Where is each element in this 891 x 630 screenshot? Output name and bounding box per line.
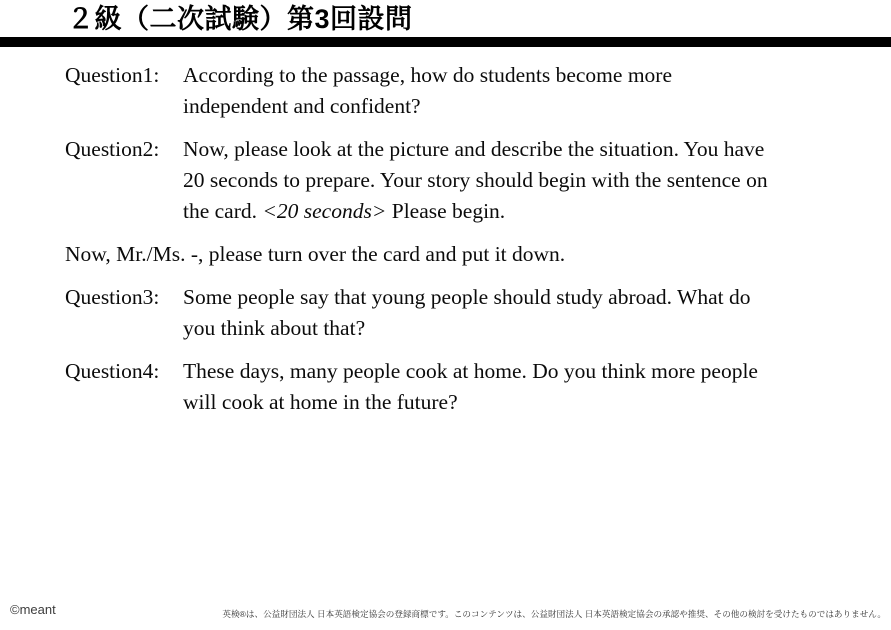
questions-list [0, 60, 891, 430]
question-3-line-1: Some people say that young people should study abroad. What do [183, 285, 751, 309]
question-row-1 [0, 60, 891, 122]
interjection-line: Now, Mr./Ms. -, please turn over the card and put it down. [65, 242, 566, 266]
title-underline-bar [0, 37, 891, 47]
question-3-line-2: you think about that? [183, 316, 366, 340]
question-2-line-1: Now, please look at the picture and describe the situation. You have [183, 137, 765, 161]
question-4-text [183, 356, 851, 418]
credit-label: ©meant [10, 602, 56, 617]
question-2-label: Question2: [65, 137, 160, 161]
question-1-text [183, 60, 851, 122]
question-row-3 [0, 282, 891, 344]
page-title: ２級（二次試験）第3回設問 [67, 4, 413, 34]
question-2-line-3-italic: <20 seconds> [262, 199, 387, 223]
question-4-line-2: will cook at home in the future? [183, 390, 458, 414]
question-1-label: Question1: [65, 63, 160, 87]
question-3-label: Question3: [65, 285, 160, 309]
question-2-line-3-pre: the card. [183, 199, 263, 223]
question-1-line-1: According to the passage, how do students become more [183, 63, 672, 87]
question-1-line-2: independent and confident? [183, 94, 421, 118]
question-4-line-1: These days, many people cook at home. Do you think more people [183, 359, 758, 383]
question-2-text [183, 134, 851, 227]
question-2-line-2: 20 seconds to prepare. Your story should begin with the sentence on [183, 168, 768, 192]
question-4-label: Question4: [65, 359, 160, 383]
question-row-2 [0, 134, 891, 227]
trademark-disclaimer: 英検®は、公益財団法人 日本英語検定協会の登録商標です。このコンテンツは、公益財団法人 日本英語検定協会の承認や推奨、その他の検討を受けたものではありません。 [222, 609, 886, 619]
question-row-4 [0, 356, 891, 418]
question-3-text [183, 282, 851, 344]
question-2-line-3-post: Please begin. [386, 199, 506, 223]
